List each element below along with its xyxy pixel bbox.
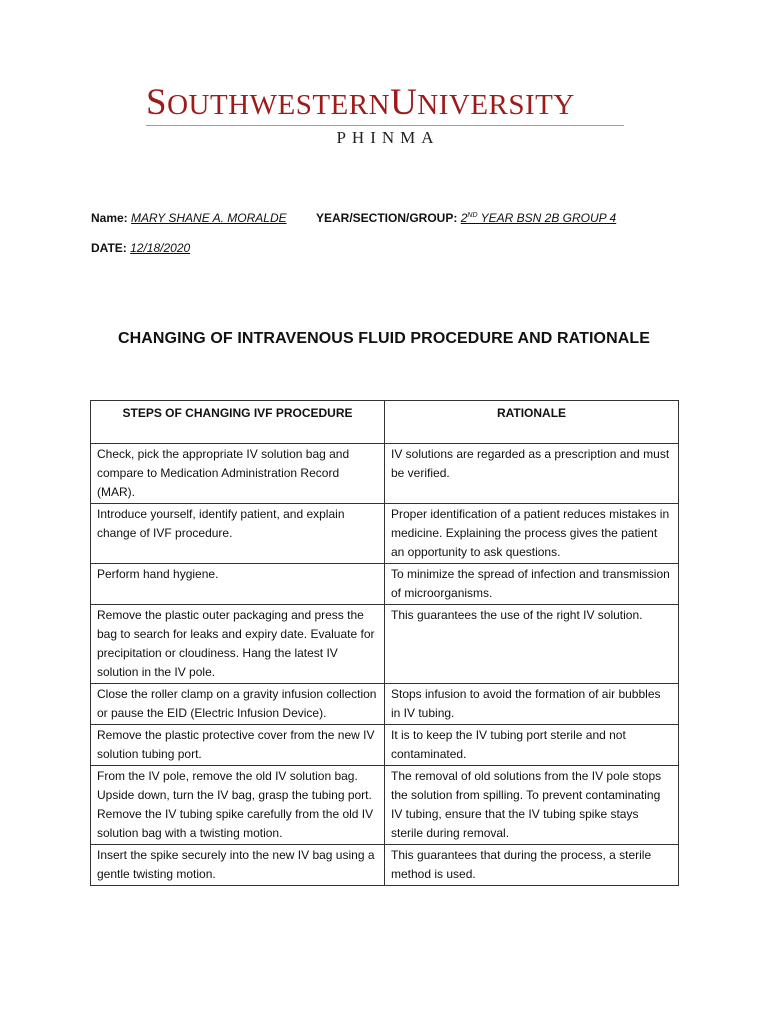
rationale-cell: Proper identification of a patient reduces mistakes in medicine. Explaining the process gives the patient an opportunity to ask questions. bbox=[385, 504, 679, 564]
step-cell: Perform hand hygiene. bbox=[91, 564, 385, 605]
name-value: MARY SHANE A. MORALDE bbox=[131, 211, 287, 225]
header-steps: STEPS OF CHANGING IVF PROCEDURE bbox=[91, 401, 385, 444]
table-row bbox=[91, 444, 679, 504]
university-logo bbox=[146, 84, 626, 148]
group-label: YEAR/SECTION/GROUP: bbox=[316, 211, 458, 225]
rationale-cell: This guarantees the use of the right IV solution. bbox=[385, 605, 679, 684]
table-row bbox=[91, 845, 679, 886]
step-cell: Introduce yourself, identify patient, and explain change of IVF procedure. bbox=[91, 504, 385, 564]
step-cell: Remove the plastic protective cover from the new IV solution tubing port. bbox=[91, 725, 385, 766]
name-line bbox=[91, 211, 287, 225]
rationale-cell: This guarantees that during the process, a sterile method is used. bbox=[385, 845, 679, 886]
rationale-cell: To minimize the spread of infection and transmission of microorganisms. bbox=[385, 564, 679, 605]
table-row bbox=[91, 684, 679, 725]
step-cell: Remove the plastic outer packaging and press the bag to search for leaks and expiry date. Evaluate for precipitation or cloudiness. Hang the latest IV solution in the IV pole. bbox=[91, 605, 385, 684]
table-row bbox=[91, 725, 679, 766]
step-cell: From the IV pole, remove the old IV solution bag. Upside down, turn the IV bag, grasp the tubing port. Remove the IV tubing spike carefully from the old IV solution bag with a twisting motion. bbox=[91, 766, 385, 845]
rationale-cell: Stops infusion to avoid the formation of air bubbles in IV tubing. bbox=[385, 684, 679, 725]
name-label: Name: bbox=[91, 211, 128, 225]
step-cell: Close the roller clamp on a gravity infusion collection or pause the EID (Electric Infusion Device). bbox=[91, 684, 385, 725]
table-header-row bbox=[91, 401, 679, 444]
date-value: 12/18/2020 bbox=[130, 241, 191, 255]
logo-subtitle: PHINMA bbox=[336, 128, 440, 147]
rationale-cell: IV solutions are regarded as a prescription and must be verified. bbox=[385, 444, 679, 504]
table-row bbox=[91, 504, 679, 564]
logo-wordmark: SOUTHWESTERNUNIVERSITY bbox=[146, 82, 575, 123]
logo-rule bbox=[146, 125, 624, 126]
rationale-cell: It is to keep the IV tubing port sterile and not contaminated. bbox=[385, 725, 679, 766]
header-rationale: RATIONALE bbox=[385, 401, 679, 444]
procedure-table bbox=[90, 400, 679, 886]
table-row bbox=[91, 564, 679, 605]
step-cell: Check, pick the appropriate IV solution bag and compare to Medication Administration Record (MAR). bbox=[91, 444, 385, 504]
document-title: CHANGING OF INTRAVENOUS FLUID PROCEDURE AND RATIONALE bbox=[117, 330, 651, 347]
rationale-cell: The removal of old solutions from the IV pole stops the solution from spilling. To prevent contaminating IV tubing, ensure that the IV tubing spike stays sterile during removal. bbox=[385, 766, 679, 845]
date-line bbox=[91, 241, 190, 255]
table-row bbox=[91, 605, 679, 684]
table-row bbox=[91, 766, 679, 845]
group-line bbox=[316, 211, 616, 225]
group-value: 2ND YEAR BSN 2B GROUP 4 bbox=[460, 211, 617, 225]
date-label: DATE: bbox=[91, 241, 127, 255]
step-cell: Insert the spike securely into the new IV bag using a gentle twisting motion. bbox=[91, 845, 385, 886]
